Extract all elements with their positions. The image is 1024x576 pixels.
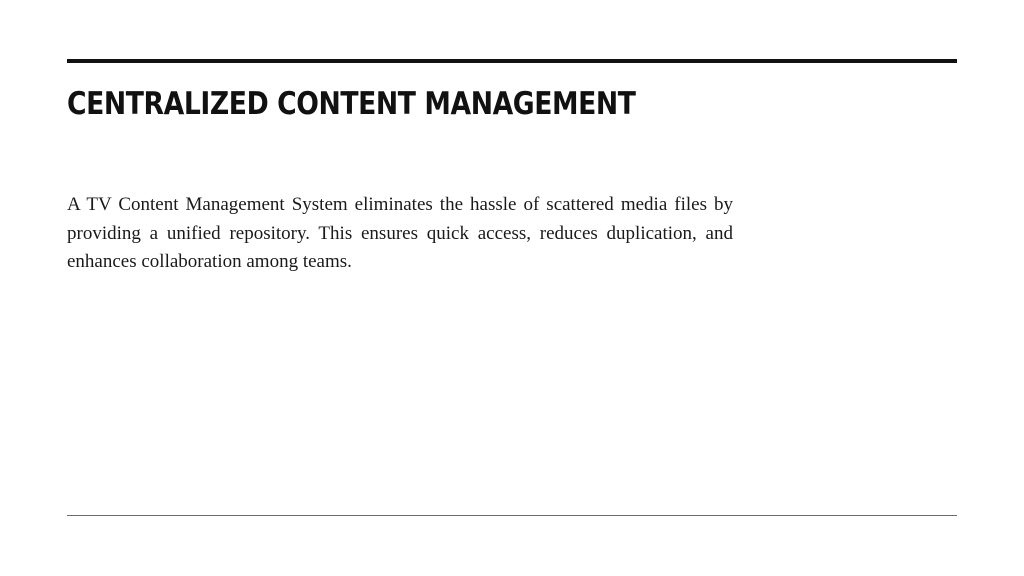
slide-title: CENTRALIZED CONTENT MANAGEMENT [67, 86, 636, 122]
top-divider [67, 59, 957, 63]
slide-body-paragraph: A TV Content Management System eliminates the hassle of scattered media files by providing a unified repository. This ensures quick access, reduces duplication, and enhances collaboration among teams. [67, 194, 733, 272]
bottom-divider [67, 515, 957, 516]
